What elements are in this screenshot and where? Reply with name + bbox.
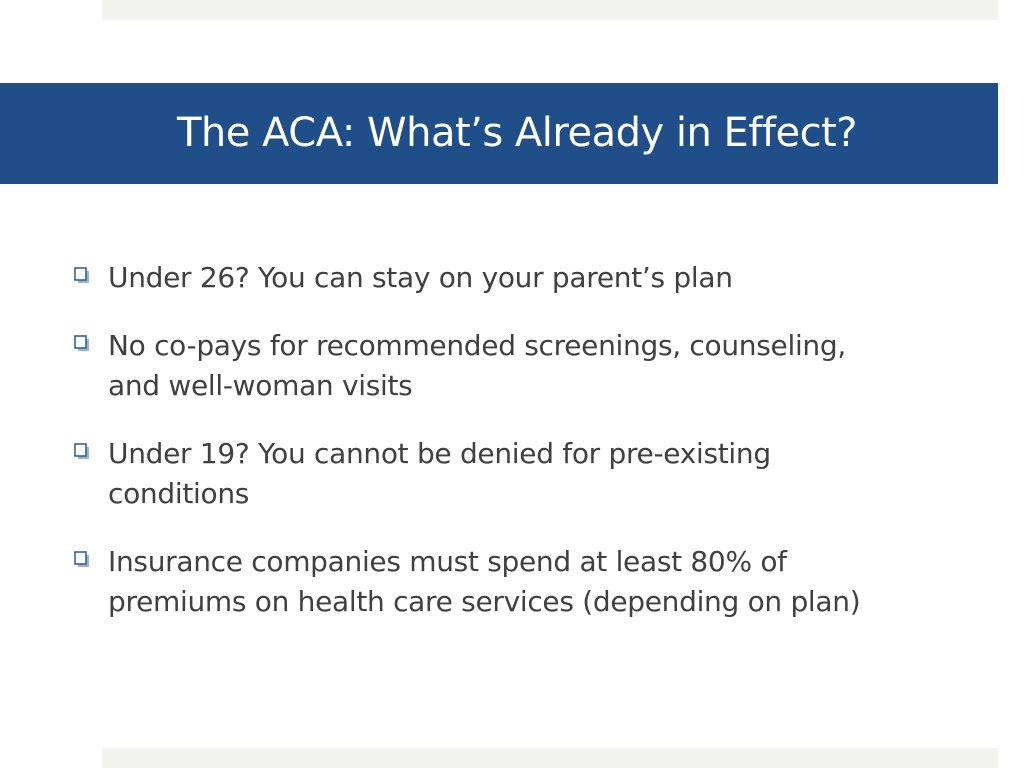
checkbox-square-icon	[74, 443, 90, 460]
checkbox-square-icon	[74, 267, 90, 284]
bullet-text: Under 19? You cannot be denied for pre-existing conditions	[108, 437, 771, 510]
bullet-item	[72, 542, 892, 622]
top-decor-strip	[102, 0, 998, 20]
bullet-item	[72, 434, 892, 514]
checkbox-square-icon	[74, 551, 90, 568]
bullet-item	[72, 326, 892, 406]
checkbox-square-icon	[74, 335, 90, 352]
bullet-text: No co-pays for recommended screenings, counseling, and well-woman visits	[108, 329, 846, 402]
bullet-text: Insurance companies must spend at least 80% of premiums on health care services (depending on plan)	[108, 545, 861, 618]
bottom-decor-strip	[102, 748, 998, 768]
bullet-item	[72, 258, 892, 298]
title-band	[0, 83, 998, 184]
bullet-list	[72, 258, 892, 650]
slide-title: The ACA: What’s Already in Effect?	[177, 109, 857, 156]
bullet-text: Under 26? You can stay on your parent’s plan	[108, 261, 733, 294]
